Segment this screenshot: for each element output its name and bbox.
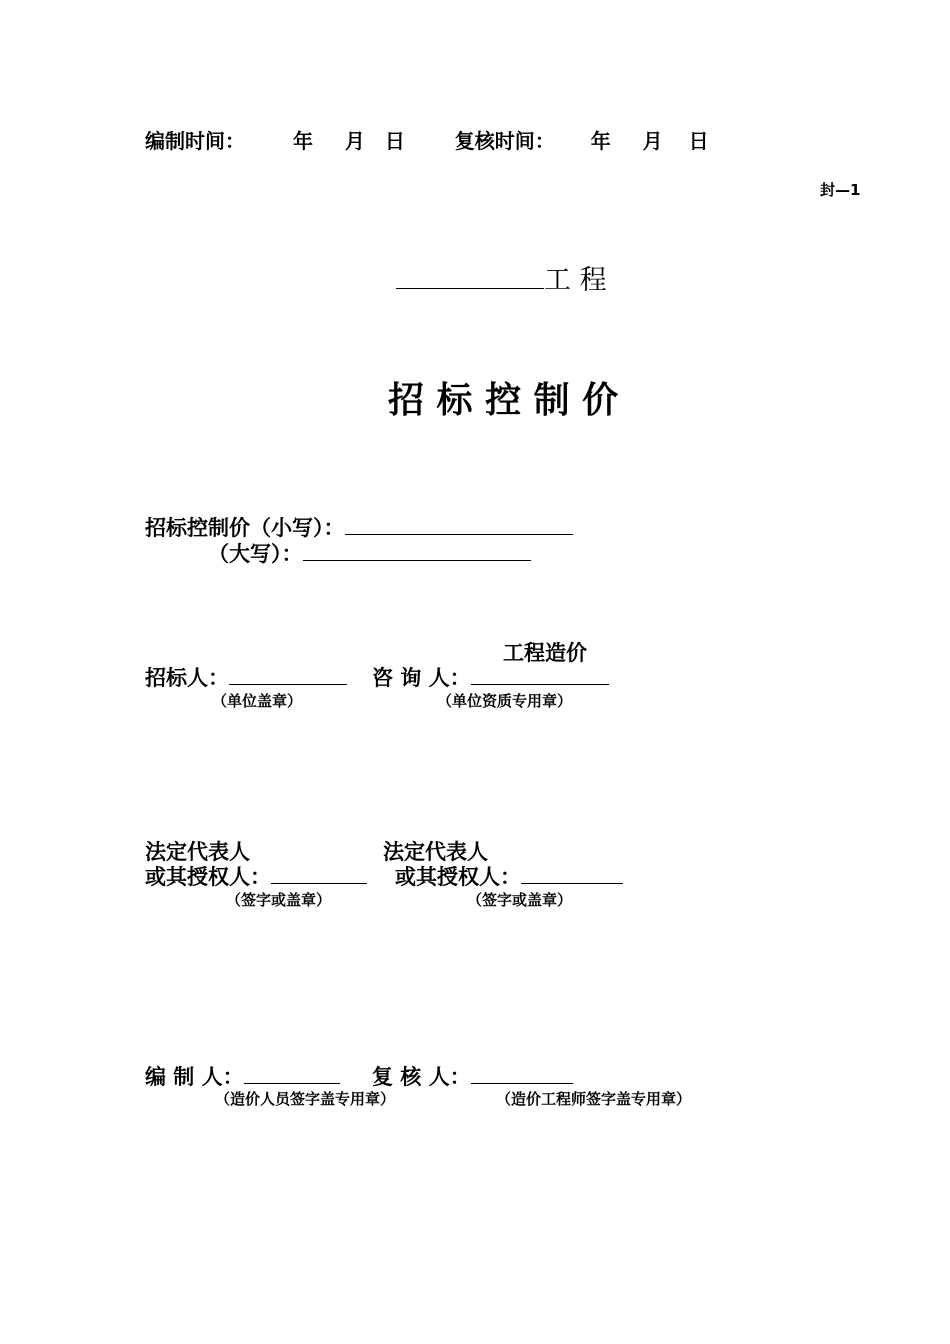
reviewer-row [372, 1061, 573, 1091]
date-row [145, 125, 709, 154]
left-rep-line1: 法定代表人 [145, 840, 250, 864]
price-upper-blank [303, 559, 531, 561]
tenderer-row [145, 662, 347, 692]
price-upper-label: （大写）： [208, 542, 303, 566]
left-rep-line2: 或其授权人： [145, 865, 271, 889]
page-code: 封—1 [820, 181, 861, 199]
consultant-label: 咨 询 人： [372, 666, 471, 690]
main-title: 招 标 控 制 价 [388, 380, 619, 421]
compiler-note: （造价人员签字盖专用章） [215, 1090, 396, 1108]
review-day: 日 [688, 129, 709, 153]
project-name-row [396, 258, 607, 297]
left-rep-row [145, 861, 367, 891]
reviewer-label: 复 核 人： [372, 1065, 471, 1089]
consultant-blank [471, 683, 609, 685]
compile-day: 日 [384, 129, 405, 153]
price-lower-blank [345, 533, 573, 535]
tenderer-note: （单位盖章） [212, 692, 303, 710]
compiler-label: 编 制 人： [145, 1065, 244, 1089]
consultant-row [372, 662, 609, 692]
compiler-row [145, 1061, 340, 1091]
right-rep-note: （签字或盖章） [467, 891, 573, 909]
tenderer-label: 招标人： [145, 666, 229, 690]
right-rep-line1: 法定代表人 [383, 840, 488, 864]
reviewer-note: （造价工程师签字盖专用章） [496, 1090, 692, 1108]
compiler-blank [244, 1082, 340, 1084]
left-rep-blank [271, 882, 367, 884]
price-lower-label: 招标控制价（小写）： [145, 516, 345, 540]
left-rep-note: （签字或盖章） [226, 891, 332, 909]
project-name-blank [396, 287, 544, 289]
price-upper-row [208, 538, 531, 568]
review-month: 月 [642, 129, 663, 153]
review-time-label: 复核时间： [454, 129, 555, 153]
compile-year: 年 [292, 129, 313, 153]
right-rep-row [395, 861, 623, 891]
right-rep-line2: 或其授权人： [395, 865, 521, 889]
consultant-note: （单位资质专用章） [437, 692, 573, 710]
review-year: 年 [590, 129, 611, 153]
compile-time-label: 编制时间： [145, 129, 245, 153]
right-rep-blank [521, 882, 623, 884]
consultant-prefix: 工程造价 [503, 641, 587, 665]
tenderer-blank [229, 683, 347, 685]
compile-month: 月 [344, 129, 365, 153]
reviewer-blank [471, 1082, 573, 1084]
project-suffix: 工 程 [544, 265, 607, 296]
